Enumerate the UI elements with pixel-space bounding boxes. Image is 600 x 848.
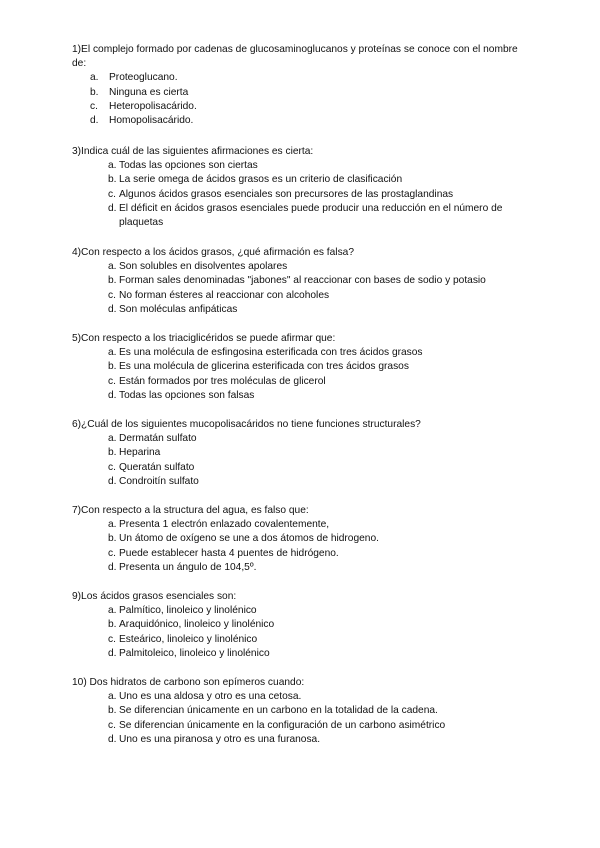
option-c bbox=[72, 188, 532, 202]
option-c bbox=[72, 375, 532, 389]
question-1 bbox=[72, 43, 532, 128]
question-stem: 1)El complejo formado por cadenas de glucosaminoglucanos y proteínas se conoce con el nombre de: bbox=[72, 44, 518, 70]
option-label: b. bbox=[108, 361, 117, 373]
option-text: Se diferencian únicamente en la configuración de un carbono asimétrico bbox=[119, 719, 446, 731]
option-text: Heparina bbox=[119, 447, 161, 459]
option-b bbox=[72, 532, 532, 546]
question-stem: 4)Con respecto a los ácidos grasos, ¿qué afirmación es falsa? bbox=[72, 247, 354, 258]
option-text: Es una molécula de esfingosina esterificada con tres ácidos grasos bbox=[119, 347, 423, 359]
option-label: a. bbox=[108, 261, 117, 273]
option-label: c. bbox=[108, 461, 116, 473]
option-label: a. bbox=[108, 347, 117, 359]
option-b bbox=[72, 86, 532, 100]
option-list bbox=[72, 159, 532, 230]
option-text: Ninguna es cierta bbox=[109, 86, 189, 98]
question-stem: 9)Los ácidos grasos esenciales son: bbox=[72, 591, 237, 602]
option-label: b. bbox=[108, 619, 117, 631]
option-label: a. bbox=[108, 433, 117, 445]
option-a bbox=[72, 346, 532, 360]
option-text: El déficit en ácidos grasos esenciales puede producir una reducción en el número de plaquetas bbox=[119, 202, 503, 229]
option-label: d. bbox=[108, 202, 117, 214]
question-stem: 10) Dos hidratos de carbono son epímeros cuando: bbox=[72, 677, 305, 688]
option-label: d. bbox=[108, 561, 117, 573]
question-3 bbox=[72, 145, 532, 230]
option-label: b. bbox=[108, 275, 117, 287]
option-text: Están formados por tres moléculas de glicerol bbox=[119, 375, 326, 387]
option-b bbox=[72, 618, 532, 632]
option-text: Un átomo de oxígeno se une a dos átomos de hidrogeno. bbox=[119, 533, 379, 545]
option-d bbox=[72, 303, 532, 317]
option-text: Uno es una aldosa y otro es una cetosa. bbox=[119, 691, 302, 703]
option-text: Es una molécula de glicerina esterificada con tres ácidos grasos bbox=[119, 361, 409, 373]
option-text: Condroitín sulfato bbox=[119, 475, 199, 487]
option-label: b. bbox=[108, 533, 117, 545]
option-text: Todas las opciones son falsas bbox=[119, 389, 255, 401]
option-a bbox=[72, 518, 532, 532]
option-text: Presenta un ángulo de 104,5º. bbox=[119, 561, 257, 573]
option-label: a. bbox=[90, 72, 99, 84]
option-text: Son solubles en disolventes apolares bbox=[119, 261, 288, 273]
option-label: b. bbox=[108, 705, 117, 717]
option-text: La serie omega de ácidos grasos es un criterio de clasificación bbox=[119, 174, 403, 186]
option-text: Son moléculas anfipáticas bbox=[119, 303, 238, 315]
option-d bbox=[72, 389, 532, 403]
option-d bbox=[72, 114, 532, 128]
option-label: c. bbox=[108, 633, 116, 645]
question-5 bbox=[72, 332, 532, 403]
option-list bbox=[72, 346, 532, 403]
option-text: Heteropolisacárido. bbox=[109, 100, 197, 112]
option-list bbox=[72, 260, 532, 317]
option-text: Puede establecer hasta 4 puentes de hidrógeno. bbox=[119, 547, 339, 559]
option-c bbox=[72, 461, 532, 475]
option-text: Homopolisacárido. bbox=[109, 115, 194, 127]
option-text: Presenta 1 electrón enlazado covalentemente, bbox=[119, 519, 330, 531]
question-9 bbox=[72, 590, 532, 661]
option-text: Araquidónico, linoleico y linolénico bbox=[119, 619, 275, 631]
option-list bbox=[72, 518, 532, 575]
question-stem: 5)Con respecto a los triaciglicéridos se puede afirmar que: bbox=[72, 333, 336, 344]
option-list bbox=[72, 71, 532, 128]
option-b bbox=[72, 173, 532, 187]
option-d bbox=[72, 202, 532, 230]
option-text: Palmítico, linoleico y linolénico bbox=[119, 605, 257, 617]
option-a bbox=[72, 604, 532, 618]
option-text: Uno es una piranosa y otro es una furanosa. bbox=[119, 733, 321, 745]
question-stem: 6)¿Cuál de los siguientes mucopolisacáridos no tiene funciones structurales? bbox=[72, 419, 421, 430]
option-label: c. bbox=[108, 289, 116, 301]
option-text: Algunos ácidos grasos esenciales son precursores de las prostaglandinas bbox=[119, 188, 454, 200]
option-a bbox=[72, 690, 532, 704]
option-label: c. bbox=[108, 719, 116, 731]
option-b bbox=[72, 704, 532, 718]
option-c bbox=[72, 547, 532, 561]
option-b bbox=[72, 360, 532, 374]
option-d bbox=[72, 475, 532, 489]
option-label: b. bbox=[108, 447, 117, 459]
option-label: a. bbox=[108, 605, 117, 617]
question-4 bbox=[72, 246, 532, 317]
option-label: d. bbox=[108, 475, 117, 487]
option-text: Proteoglucano. bbox=[109, 72, 178, 84]
option-d bbox=[72, 561, 532, 575]
option-a bbox=[72, 260, 532, 274]
option-list bbox=[72, 604, 532, 661]
option-d bbox=[72, 733, 532, 747]
question-7 bbox=[72, 504, 532, 575]
option-b bbox=[72, 446, 532, 460]
option-a bbox=[72, 159, 532, 173]
option-c bbox=[72, 719, 532, 733]
option-label: a. bbox=[108, 519, 117, 531]
option-label: b. bbox=[108, 174, 117, 186]
option-c bbox=[72, 633, 532, 647]
option-d bbox=[72, 647, 532, 661]
option-text: Forman sales denominadas "jabones" al reaccionar con bases de sodio y potasio bbox=[119, 275, 486, 287]
option-text: Palmitoleico, linoleico y linolénico bbox=[119, 647, 270, 659]
option-text: Se diferencian únicamente en un carbono en la totalidad de la cadena. bbox=[119, 705, 438, 717]
option-label: c. bbox=[108, 547, 116, 559]
option-text: Esteárico, linoleico y linolénico bbox=[119, 633, 258, 645]
option-label: c. bbox=[108, 375, 116, 387]
option-label: a. bbox=[108, 691, 117, 703]
option-text: Queratán sulfato bbox=[119, 461, 195, 473]
option-c bbox=[72, 100, 532, 114]
option-label: c. bbox=[90, 100, 98, 112]
option-label: d. bbox=[108, 647, 117, 659]
option-label: d. bbox=[108, 303, 117, 315]
question-stem: 3)Indica cuál de las siguientes afirmaciones es cierta: bbox=[72, 146, 314, 157]
option-a bbox=[72, 432, 532, 446]
question-10 bbox=[72, 676, 532, 747]
option-b bbox=[72, 274, 532, 288]
option-label: c. bbox=[108, 188, 116, 200]
option-label: d. bbox=[90, 115, 99, 127]
option-label: a. bbox=[108, 160, 117, 172]
option-text: No forman ésteres al reaccionar con alcoholes bbox=[119, 289, 330, 301]
question-stem: 7)Con respecto a la structura del agua, es falso que: bbox=[72, 505, 309, 516]
option-c bbox=[72, 289, 532, 303]
option-text: Todas las opciones son ciertas bbox=[119, 160, 258, 172]
question-6 bbox=[72, 418, 532, 489]
option-list bbox=[72, 690, 532, 747]
option-label: b. bbox=[90, 86, 99, 98]
option-label: d. bbox=[108, 389, 117, 401]
option-label: d. bbox=[108, 733, 117, 745]
option-list bbox=[72, 432, 532, 489]
option-a bbox=[72, 71, 532, 85]
option-text: Dermatán sulfato bbox=[119, 433, 197, 445]
